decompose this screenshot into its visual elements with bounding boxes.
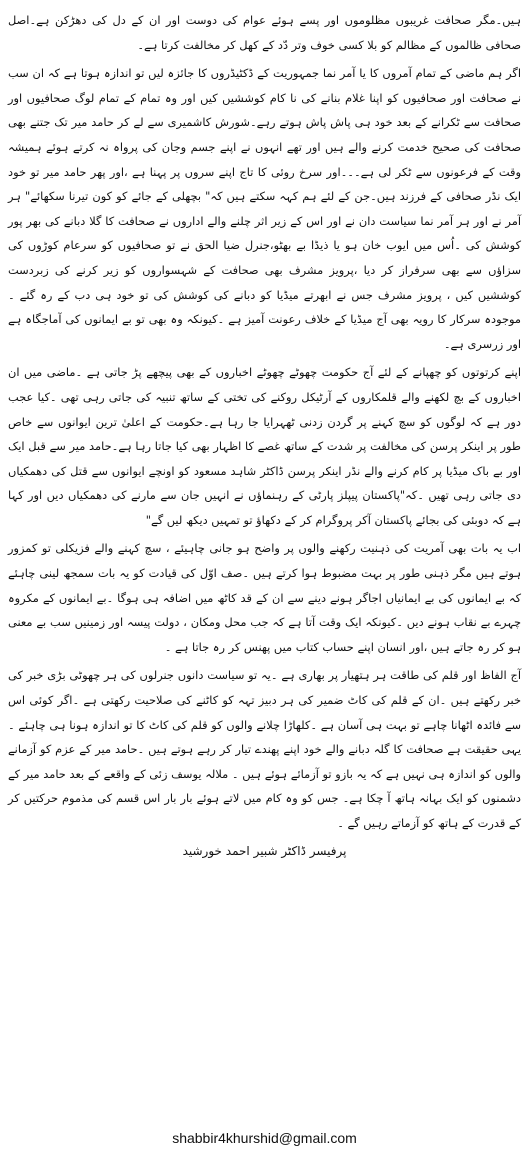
- article-paragraph-4: اب یہ بات بھی آمریت کی ذہنیت رکھنے والوں پر واضح ہو جانی چاہیئے ، سچ کہنے والے فزیکلی تو کمزور ہوتے ہیں مگر ذہنی طور پر بہت مضبوط ہوا کرتے ہیں ۔صف اوّل کی قیادت کو یہ بات سمجھ لینی چاہئے کہ بے ایمانوں کی بے ایمانیاں اجاگر ہونے دینے سے ان کے قد کاٹھ میں اضافہ ہی ہوگا ۔بے ایمانوں کے مکروہ چہرے بے نقاب ہونے دیں ۔کیونکہ ایک وقت آتا ہے کہ جب محل ومکان ، دولت پیسہ اور زمینیں سب بے معنی ہو کر رہ جاتے ہیں ،اور انسان اپنے حساب کتاب میں پھنس کر رہ جاتا ہے ۔: [8, 541, 521, 654]
- article-paragraph-2: اگر ہم ماضی کے تمام آمروں کا یا آمر نما جمہوریت کے ڈکٹیڈروں کا جائزہ لیں تو اندازہ ہوتا ہے کہ ان سب نے صحافت اور صحافیوں کو اپنا غلام بنانے کی نا کام کوششیں کیں اور وہ تمام کے تمام لوگ صحافیوں اور صحافت سے ٹکرانے کے بعد خود ہی پاش پاش ہوتے رہے۔شورش کاشمیری سے لے کر حامد میر تک جتنے بھی صحافت کی صحیح خدمت کرنے والے ہیں اور تھے انہوں نے اپنے جسم وجان کی پرواہ نہ کرتے ہوئے ہمیشہ وقت کے فرعونوں سے ٹکر لی ہے۔۔۔اور سرخ روئی کا تاج اپنے سروں پر پہنا ہے ،اور پھر حامد میر تو خود ایک نڈر صحافی کے فرزند ہیں۔جن کے لئے ہم کہہ سکتے ہیں کہ" بچھلی کے جائے کو کون تیرنا سکھائے" ہر آمر نے اور ہر آمر نما سیاست دان نے اور اس کے زیر اثر چلنے والے اداروں نے صحافت کا گلا دبانے کی بھر پور کوشش کی ۔اُس میں ایوب خان ہو یا ذیڈا بے بھٹو،جنرل ضیا الحق نے تو صحافیوں کو سرعام کوڑوں کی سزاؤں سے بھی سرفراز کر دیا ،پرویز مشرف بھی صحافت کے شہسواروں کو زیر کرنے کی زبردست کوششیں کیں ، پرویز مشرف جس نے ابھرتے میڈیا کو دبانے کی کوشش کی تو خود ہی دب کے رہ گئے ۔موجودہ سرکار کا رویہ بھی آج میڈیا کے خلاف رعونت آمیز ہے ۔کیونکہ وہ بھی تو بے ایمانوں کی آماجگاہ ہے اور زرسری ہے۔: [8, 66, 521, 351]
- article-body: [8, 8, 521, 836]
- article-paragraph-3: اپنے کرتوتوں کو چھپانے کے لئے آج حکومت چھوٹے چھوٹے اخباروں کے بھی پیچھے پڑ جاتی ہے ۔ماضی میں ان اخباروں کے بچ لکھنے والے قلمکاروں کے آرٹیکل روکنے کی تختی کے ساتھ تنبیہ کی جاتی رہی تھی ۔کیا عجب دور ہے کہ لوگوں کو سچ کہنے پر گردن زدنی ٹھہرایا جا رہا ہے۔حکومت کے اعلیٰ ترین ایوانوں سے خاص طور پر اینکر پرسن کی مخالفت پر شدت کے ساتھ غصے کا اظہار بھی کیا جاتا رہا ہے۔حامد میر سے قبل ایک اور بے باک میڈیا پر کام کرنے والے نڈر اینکر پرسن ڈاکٹر شاہد مسعود کو اونچے ایوانوں سے قتل کی دھمکیاں دی جاتی رہی تھیں ۔کہ"پاکستان پیپلز پارٹی کے رہنماؤں نے انہیں جان سے مارنے کی دھمکیاں دیں اور کہا ہے کہ دوبئی کی بجائے پاکستان آکر پروگرام کر کے دکھاؤ تو تمہیں دیکھ لیں گے": [8, 365, 521, 527]
- article-paragraph-5: آج الفاظ اور قلم کی طاقت ہر ہتھیار پر بھاری ہے ۔یہ تو سیاست دانوں جنرلوں کی ہر چھوٹی بڑی خبر کی خبر رکھتے ہیں ۔ان کے قلم کی کاٹ ضمیر کی ہر دبیز تہہ کو کاٹنے کی صلاحیت رکھتی ہے ۔اگر کوئی اس سے فائدہ اٹھانا چاہے تو بہت ہی آسان ہے ۔کلھاڑا چلانے والوں کو قلم کی کاٹ کا تو اندازہ ہونا ہی چاہئے ۔ یہی حقیقت ہے صحافت کا گلہ دبانے والے خود اپنے پھندے تیار کر رہے ہوتے ہیں ۔حامد میر کے عزم کو آزمانے والوں کو اندازہ ہی نہیں ہے کہ یہ بازو تو آزمائے ہوئے ہیں ۔ ملالہ یوسف زئی کے واقعے کے بعد حامد میر کے دشمنوں کو ایک بہانہ ہاتھ آ چکا ہے۔ جس کو وہ کام میں لاتے ہوئے بار بار اس قسم کی مذموم حرکتیں کر کے قدرت کے ہاتھ کو آزماتے رہیں گے ۔: [8, 668, 521, 830]
- article-paragraph-1: ہیں۔مگر صحافت غریبوں مظلوموں اور پسے ہوئے عوام کی دوست اور ان کے دل کی دھڑکن ہے۔اصل صحافی ظالموں کے مظالم کو بلا کسی خوف وتر دّد کے کھل کر مخالفت کرتا ہے۔: [8, 13, 521, 52]
- author-email: shabbir4khurshid@gmail.com: [172, 1130, 357, 1146]
- author-signature: پرفیسر ڈاکٹر شبیر احمد خورشید: [182, 843, 347, 858]
